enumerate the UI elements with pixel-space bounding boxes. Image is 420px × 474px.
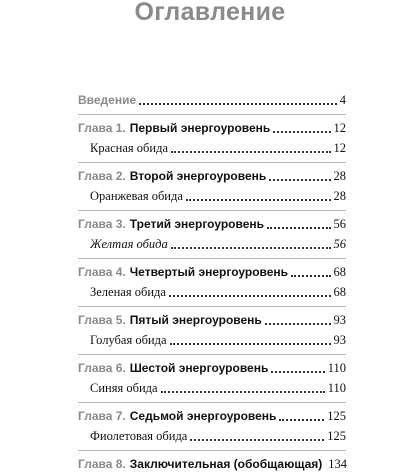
chapter-page-number: 93 bbox=[333, 313, 346, 327]
chapter-prefix: Глава 8. bbox=[78, 457, 126, 471]
dot-leader bbox=[170, 342, 331, 345]
section-divider bbox=[78, 402, 346, 403]
subentry-page-number: 125 bbox=[327, 429, 346, 443]
dot-leader bbox=[267, 226, 330, 229]
toc-entry-chapter-1[interactable] bbox=[78, 118, 346, 138]
chapter-prefix: Глава 2. bbox=[78, 169, 126, 183]
subentry-title: Синяя обида bbox=[90, 381, 158, 395]
dot-leader bbox=[273, 130, 330, 133]
chapter-prefix: Глава 4. bbox=[78, 265, 126, 279]
dot-leader bbox=[291, 274, 330, 277]
toc-subentry-chapter-3[interactable] bbox=[78, 234, 346, 254]
subentry-title: Желтая обида bbox=[90, 237, 168, 251]
subentry-title: Голубая обида bbox=[90, 333, 167, 347]
chapter-title: Второй энергоуровень bbox=[129, 169, 267, 183]
chapter-title: Первый энергоуровень bbox=[129, 121, 271, 135]
toc-entry-chapter-6[interactable] bbox=[78, 358, 346, 378]
dot-leader bbox=[171, 150, 330, 153]
chapter-title: Заключительная (обобщающая) bbox=[129, 457, 323, 471]
chapter-prefix: Глава 7. bbox=[78, 409, 126, 423]
subentry-page-number: 110 bbox=[327, 381, 346, 395]
toc-entry-intro[interactable] bbox=[78, 90, 346, 110]
section-divider bbox=[78, 114, 346, 115]
chapter-title: Третий энергоуровень bbox=[129, 217, 265, 231]
subentry-page-number: 12 bbox=[333, 141, 346, 155]
subentry-title: Оранжевая обида bbox=[90, 189, 183, 203]
chapter-page-number: 56 bbox=[333, 217, 346, 231]
toc-subentry-chapter-5[interactable] bbox=[78, 330, 346, 350]
toc-subentry-chapter-1[interactable] bbox=[78, 138, 346, 158]
section-divider bbox=[78, 162, 346, 163]
chapter-page-number: 28 bbox=[333, 169, 346, 183]
section-divider bbox=[78, 450, 346, 451]
chapter-page-number: 68 bbox=[333, 265, 346, 279]
page-title: Оглавление bbox=[134, 0, 286, 26]
dot-leader bbox=[271, 370, 324, 373]
chapter-title: Пятый энергоуровень bbox=[129, 313, 262, 327]
subentry-title: Зеленая обида bbox=[90, 285, 166, 299]
chapter-page-number: 12 bbox=[333, 121, 346, 135]
dot-leader bbox=[139, 102, 337, 105]
intro-label: Введение bbox=[78, 93, 137, 107]
chapter-prefix: Глава 3. bbox=[78, 217, 126, 231]
dot-leader bbox=[190, 438, 324, 441]
chapter-page-number: 110 bbox=[327, 361, 346, 375]
toc-entry-chapter-5[interactable] bbox=[78, 310, 346, 330]
dot-leader bbox=[171, 246, 331, 249]
dot-leader bbox=[186, 198, 331, 201]
chapter-title: Шестой энергоуровень bbox=[129, 361, 269, 375]
chapter-page-number: 134 bbox=[328, 457, 348, 471]
toc-entry-chapter-7[interactable] bbox=[78, 406, 346, 426]
subentry-page-number: 28 bbox=[333, 189, 346, 203]
chapter-title: Седьмой энергоуровень bbox=[129, 409, 277, 423]
chapter-prefix: Глава 1. bbox=[78, 121, 126, 135]
dot-leader bbox=[269, 178, 330, 181]
section-divider bbox=[78, 354, 346, 355]
section-divider bbox=[78, 210, 346, 211]
subentry-title: Фиолетовая обида bbox=[90, 429, 188, 443]
dot-leader bbox=[161, 390, 325, 393]
toc-subentry-chapter-4[interactable] bbox=[78, 282, 346, 302]
subentry-page-number: 93 bbox=[333, 333, 346, 347]
table-of-contents bbox=[78, 90, 346, 474]
toc-entry-chapter-4[interactable] bbox=[78, 262, 346, 282]
dot-leader bbox=[169, 294, 331, 297]
chapter-title: Четвертый энергоуровень bbox=[129, 265, 289, 279]
dot-leader bbox=[265, 322, 331, 325]
subentry-page-number: 56 bbox=[333, 237, 346, 251]
section-divider bbox=[78, 306, 346, 307]
chapter-prefix: Глава 5. bbox=[78, 313, 126, 327]
subentry-title: Красная обида bbox=[90, 141, 169, 155]
chapter-prefix: Глава 6. bbox=[78, 361, 126, 375]
toc-subentry-chapter-6[interactable] bbox=[78, 378, 346, 398]
chapter-page-number: 125 bbox=[327, 409, 346, 423]
toc-subentry-chapter-7[interactable] bbox=[78, 426, 346, 446]
toc-entry-chapter-3[interactable] bbox=[78, 214, 346, 234]
section-divider bbox=[78, 258, 346, 259]
toc-entry-chapter-8[interactable] bbox=[78, 454, 346, 474]
toc-subentry-chapter-2[interactable] bbox=[78, 186, 346, 206]
toc-entry-chapter-2[interactable] bbox=[78, 166, 346, 186]
subentry-page-number: 68 bbox=[333, 285, 346, 299]
intro-page-number: 4 bbox=[339, 93, 346, 107]
